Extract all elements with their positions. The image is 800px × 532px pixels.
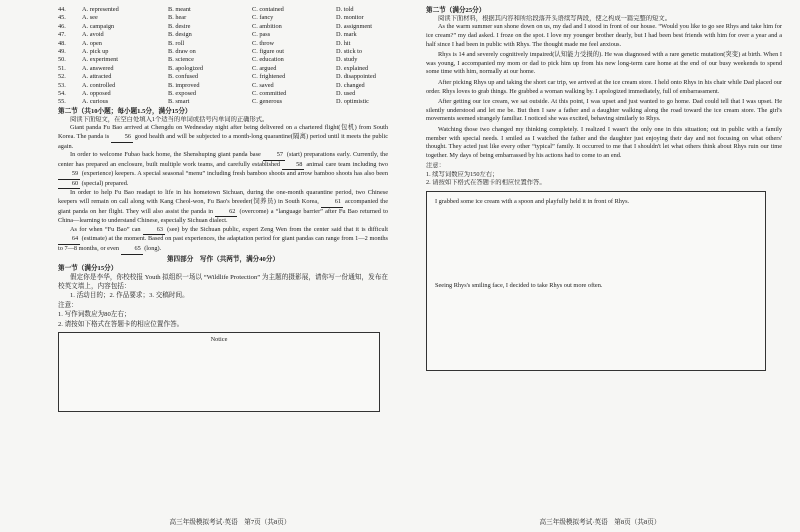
- option-num: 48.: [58, 39, 66, 47]
- option-num: 51.: [58, 64, 66, 72]
- option-c: C. saved: [252, 81, 274, 89]
- option-row: [58, 98, 388, 106]
- option-b: B. design: [168, 31, 192, 39]
- option-a: A. represented: [82, 6, 119, 13]
- option-row: [58, 40, 388, 48]
- writing1-items: 1. 活动目的；2. 作品要求；3. 交稿时间。: [70, 292, 189, 300]
- option-b: B. roll: [168, 39, 185, 47]
- story-paragraph-2: Rhys is 14 and severely cognitively impaired(认知能力受损的). He was diagnosed with a rare genetic mutation(突变) at birth. When I was young, I accompanied my mom or dad to pick him up from his new long-term care home at the end of our busy weekends to spend some time with him, normally at our home.: [426, 51, 782, 76]
- blank-65[interactable]: 65: [121, 245, 143, 255]
- story-paragraph-4: After getting our ice cream, we sat outside. At this point, I was upset and just wanted to go home. Dad could tell that I was upset. He silently understood and let me be. But then I saw a father and a daughter walking along the road toward the ice cream store. The girl's movements seemed strangely familiar. I noticed she was excited, behaving similarly to Rhys.: [426, 98, 782, 123]
- continuation-opening-2: Seeing Rhys's smiling face, I decided to take Rhys out more often.: [435, 282, 603, 290]
- blank-56[interactable]: 56: [111, 133, 133, 143]
- option-row: [58, 6, 388, 14]
- writing2-note-1: 1. 续写词数应为150左右；: [426, 170, 499, 178]
- option-c: C. argued: [252, 64, 277, 72]
- blank-57[interactable]: 57: [263, 151, 285, 161]
- option-d: D. hit: [336, 39, 351, 47]
- option-b: B. confused: [168, 73, 199, 81]
- option-a: A. experiment: [82, 56, 119, 64]
- option-c: C. fancy: [252, 14, 274, 22]
- writing1-title: 第一节（满分15分）: [58, 264, 118, 272]
- writing1-note-1: 1. 写作词数应为80左右；: [58, 311, 131, 319]
- option-d: D. told: [336, 6, 354, 13]
- left-footer: 高三年级模拟考试·英语 第7页（共8页）: [169, 519, 291, 526]
- option-d: D. mark: [336, 31, 357, 39]
- option-c: C. committed: [252, 90, 287, 98]
- section2-title: 第二节（共10小题；每小题1.5分，满分15分）: [58, 107, 192, 115]
- option-num: 54.: [58, 90, 66, 98]
- option-d: D. optimistic: [336, 98, 369, 106]
- option-d: D. stick to: [336, 48, 363, 56]
- blank-61[interactable]: 61: [321, 198, 343, 208]
- option-a: A. controlled: [82, 81, 116, 89]
- option-num: 55.: [58, 98, 66, 106]
- option-row: [58, 90, 388, 98]
- option-c: C. ambition: [252, 22, 282, 30]
- story-paragraph-5: Watching those two changed my thinking completely. I realized I wasn't the only one in this situation; out in public with a family member with special needs. I smiled as I watched the father and the daughter just enjoying their day and not focusing on what others' thought. They acted just like every other “typical” family. It occurred to me that I shouldn't let what others think about Rhys ruin our time together. My days of being embarrassed by his actions had to come to an end.: [426, 125, 782, 159]
- blank-59[interactable]: 59: [58, 170, 80, 180]
- option-row: [58, 56, 388, 64]
- option-c: C. generous: [252, 98, 283, 106]
- cloze-paragraph-1: Giant panda Fu Bao arrived at Chengdu on Wednesday night after being delivered on a chartered flight(包机) from South Korea. The panda is 56 good health and will be subjected to a month-long quarantine(隔离) period until it meets the public again.: [58, 124, 388, 150]
- writing2-instruction: 阅读下面材料，根据其内容和所给段落开头语续写两段，使之构成一篇完整的短文。: [438, 15, 671, 22]
- option-row: [58, 48, 388, 56]
- option-num: 47.: [58, 31, 66, 39]
- writing2-note-label: 注意：: [426, 162, 445, 170]
- option-num: 53.: [58, 81, 66, 89]
- option-c: C. pass: [252, 31, 271, 39]
- option-row: [58, 73, 388, 81]
- option-c: C. frightened: [252, 73, 286, 81]
- option-num: 52.: [58, 73, 66, 81]
- option-num: 49.: [58, 48, 66, 56]
- option-d: D. assignment: [336, 22, 373, 30]
- option-c: C. figure out: [252, 48, 285, 56]
- option-a: A. pick up: [82, 48, 109, 56]
- option-a: A. attracted: [82, 73, 112, 81]
- option-b: B. desire: [168, 22, 191, 30]
- option-d: D. monitor: [336, 14, 364, 22]
- option-a: A. opposed: [82, 90, 111, 98]
- option-num: 50.: [58, 56, 66, 64]
- blank-63[interactable]: 63: [143, 226, 165, 236]
- options-list: [58, 6, 388, 107]
- writing2-note-2: 2. 请按如下格式在答题卡的相应位置作答。: [426, 179, 546, 187]
- option-row: [58, 14, 388, 22]
- option-row: [58, 82, 388, 90]
- option-b: B. exposed: [168, 90, 196, 98]
- option-b: B. apologized: [168, 64, 203, 72]
- option-num: 46.: [58, 22, 66, 30]
- writing1-text: 假定你是李华，你校校报 Youth 拟组织一场以 “Wildlife Protection” 为主题的摄影展，请你写一份通知，发布在校英文墙上，内容包括：: [58, 273, 388, 291]
- option-b: B. science: [168, 56, 194, 64]
- continuation-opening-1: I grabbed some ice cream with a spoon and playfully held it in front of Rhys.: [435, 197, 630, 205]
- option-d: D. used: [336, 90, 356, 98]
- right-footer: 高三年级模拟考试·英语 第8页（共8页）: [539, 519, 661, 526]
- option-d: D. changed: [336, 81, 365, 89]
- option-num: 45.: [58, 14, 66, 22]
- option-d: D. explained: [336, 64, 369, 72]
- story-paragraph-3: After picking Rhys up and taking the short car trip, we arrived at the ice cream store. I held onto Rhys in his chair while Dad placed our order. Rhys loves to grab things. He grabbed a woman walking by. I apologized immediately, full of embarrassment.: [426, 79, 782, 95]
- writing2-title: 第二节（满分25分）: [426, 7, 486, 14]
- continuation-answer-box[interactable]: [426, 191, 766, 371]
- part4-title: 第四部分 写作（共两节，满分40分）: [166, 255, 280, 263]
- blank-62[interactable]: 62: [215, 208, 237, 218]
- option-num: 44.: [58, 6, 66, 13]
- notice-answer-box[interactable]: [58, 332, 380, 412]
- right-page: [400, 0, 800, 532]
- section2-instruction: 阅读下面短文，在空白处填入1个适当的单词或括号内单词的正确形式。: [70, 115, 269, 123]
- option-a: A. see: [82, 14, 98, 22]
- option-a: A. campaign: [82, 22, 115, 30]
- option-c: C. throw: [252, 39, 275, 47]
- option-a: A. answered: [82, 64, 114, 72]
- option-c: C. education: [252, 56, 284, 64]
- option-a: A. avoid: [82, 31, 104, 39]
- blank-60[interactable]: 60: [58, 180, 80, 190]
- blank-58[interactable]: 58: [282, 161, 304, 171]
- option-b: B. meant: [168, 6, 191, 13]
- cloze-paragraph-4: As for when “Fu Bao” can 63 (see) by the Sichuan public, expert Zeng Wen from the center said that it is difficult 64 (estimate) at the moment. Based on past experiences, the adaptation period for giant pandas can range from 1—2 months to 7—8 months, or even 65 (long).: [58, 226, 388, 255]
- option-row: [58, 23, 388, 31]
- option-a: A. open: [82, 39, 102, 47]
- writing1-note-label: 注意：: [58, 301, 78, 309]
- option-b: B. improved: [168, 81, 200, 89]
- cloze-paragraph-3: In order to help Fu Bao readapt to life in his hometown Sichuan, during the one-month quarantine period, two Chinese keepers will remain on call along with Kang Cheol-won, Fu Bao's breeder(饲养员) in South Korea, 61 accompanied the giant panda on her flight. They will also assist the panda in 62 (overcome) a “language barrier” after Fu Bao returned to China—learning to understand Chinese, especially Sichuan dialect.: [58, 189, 389, 225]
- option-a: A. curious: [82, 98, 109, 106]
- option-row: [58, 65, 388, 73]
- option-row: [58, 31, 388, 39]
- option-b: B. smart: [168, 98, 190, 106]
- blank-64[interactable]: 64: [58, 235, 80, 245]
- option-d: D. disappointed: [336, 73, 376, 81]
- option-c: C. contained: [252, 6, 284, 13]
- option-b: B. draw on: [168, 48, 196, 56]
- option-d: D. study: [336, 56, 358, 64]
- writing1-note-2: 2. 请按如下格式在答题卡的相应位置作答。: [58, 320, 184, 328]
- cloze-paragraph-2: In order to welcome Fubao back home, the Shenshuping giant panda base 57 (start) preparations early. Currently, the center has prepared an enclosure, built multiple work teams, and carefully established 58 animal care team including two 59 (experience) keepers. A special seasonal “menu” including fresh bamboo shoots and arrow bamboo shoots has also been 60 (special) prepared.: [58, 151, 388, 189]
- story-paragraph-1: As the warm summer sun shone down on us, my dad and I stood in front of our house. “Would you like to go see Rhys and take him for ice cream?” my dad asked. I froze on the spot. I love my younger brother dearly, but I had been best friends with him for over a year and a half since I had been in public with Rhys. The thought made me feel anxious.: [426, 23, 782, 48]
- option-b: B. hear: [168, 14, 187, 22]
- notice-box-title: Notice: [210, 336, 228, 344]
